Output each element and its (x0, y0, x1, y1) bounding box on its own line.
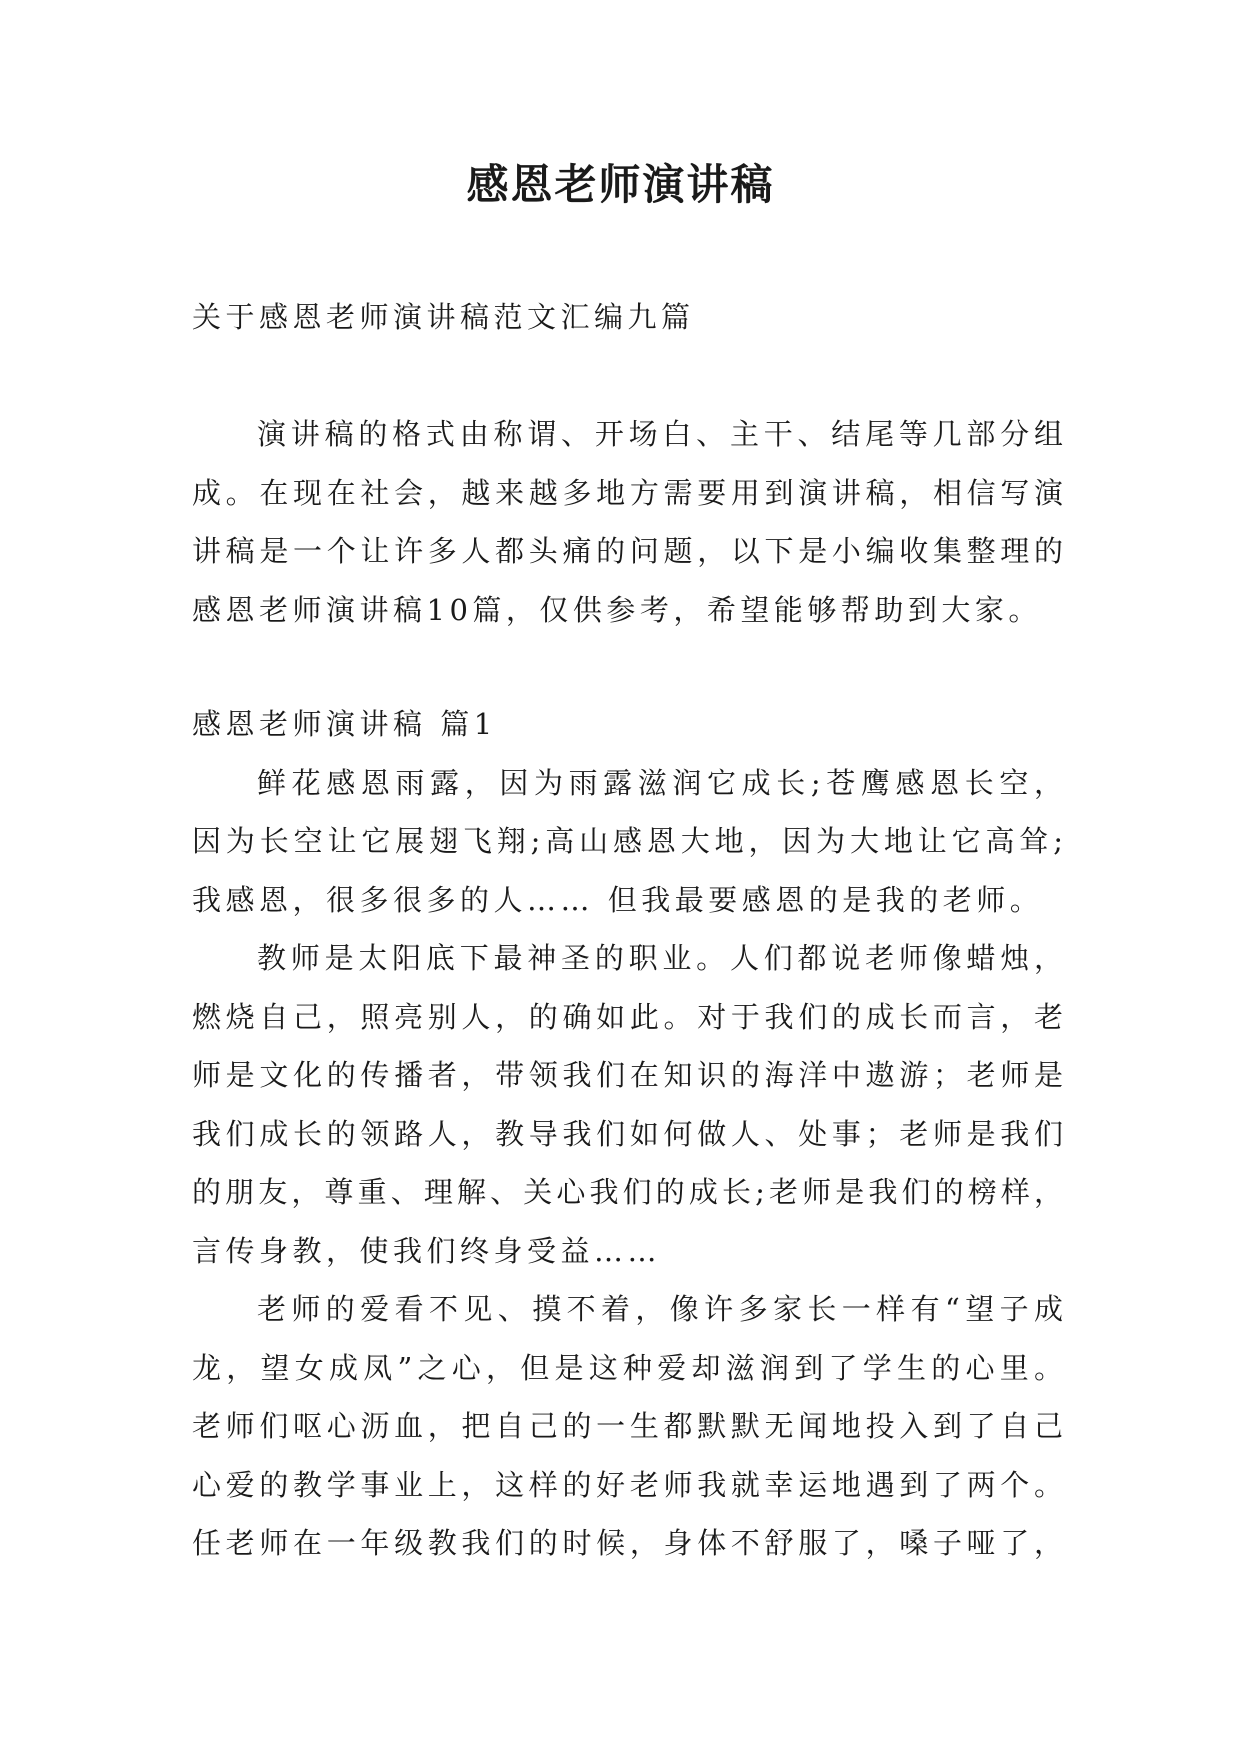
paragraph-line: 的朋友，尊重、理解、关心我们的成长;老师是我们的榜样， (192, 1175, 1063, 1209)
paragraph-line: 演讲稿的格式由称谓、开场白、主干、结尾等几部分组 (257, 417, 1063, 451)
section-paragraph (192, 754, 1063, 930)
paragraph-line: 教师是太阳底下最神圣的职业。人们都说老师像蜡烛， (257, 941, 1063, 975)
paragraph-line: 因为长空让它展翅飞翔;高山感恩大地，因为大地让它高耸; (192, 824, 1063, 858)
paragraph-line: 燃烧自己，照亮别人，的确如此。对于我们的成长而言，老 (192, 999, 1063, 1034)
paragraph-line: 龙，望女成凤”之心，但是这种爱却滋润到了学生的心里。 (192, 1350, 1063, 1385)
paragraph-line: 我感恩，很多很多的人…… 但我最要感恩的是我的老师。 (192, 882, 1044, 917)
section-1 (192, 695, 1063, 1573)
paragraph-line: 任老师在一年级教我们的时候，身体不舒服了，嗓子哑了， (192, 1526, 1063, 1560)
paragraph-line: 讲稿是一个让许多人都头痛的问题，以下是小编收集整理的 (192, 534, 1063, 568)
section-heading: 感恩老师演讲稿 篇1 (192, 707, 497, 741)
section-paragraph (192, 1280, 1063, 1573)
paragraph-line: 言传身教，使我们终身受益…… (192, 1233, 662, 1268)
document-subtitle: 关于感恩老师演讲稿范文汇编九篇 (192, 300, 695, 334)
paragraph-line: 老师的爱看不见、摸不着，像许多家长一样有“望子成 (257, 1292, 1063, 1326)
intro-paragraph (192, 405, 1063, 639)
document-subtitle-block (192, 288, 1063, 347)
paragraph-line: 鲜花感恩雨露，因为雨露滋润它成长;苍鹰感恩长空， (257, 765, 1063, 800)
document-title: 感恩老师演讲稿 (466, 160, 775, 209)
section-paragraph (192, 929, 1063, 1280)
paragraph-line: 老师们呕心沥血，把自己的一生都默默无闻地投入到了自己 (192, 1409, 1063, 1443)
paragraph-line: 我们成长的领路人，教导我们如何做人、处事；老师是我们 (192, 1116, 1063, 1151)
paragraph-line: 感恩老师演讲稿10篇，仅供参考，希望能够帮助到大家。 (192, 592, 1042, 627)
paragraph-line: 心爱的教学事业上，这样的好老师我就幸运地遇到了两个。 (192, 1467, 1063, 1502)
paragraph-line: 成。在现在社会，越来越多地方需要用到演讲稿，相信写演 (192, 475, 1063, 510)
paragraph-line: 师是文化的传播者，带领我们在知识的海洋中遨游；老师是 (192, 1058, 1063, 1092)
